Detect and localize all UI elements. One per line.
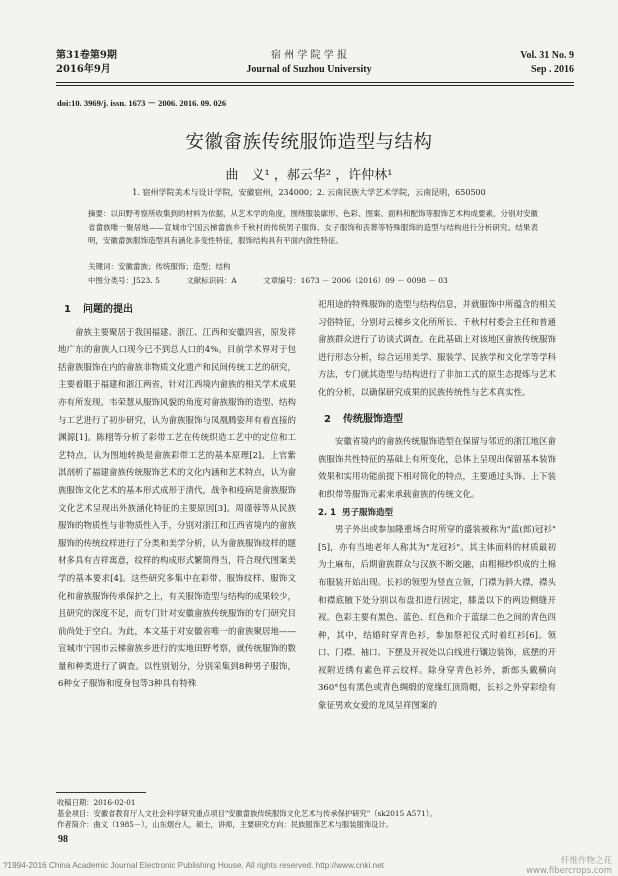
doi: doi:10. 3969/j. issn. 1673 － 2006. 2016. 09. 026: [57, 98, 227, 108]
section-number: 1: [64, 304, 71, 315]
article-title: 安徽畲族传统服饰造型与结构: [185, 132, 433, 153]
section-2-paragraph: 安徽省境内的畲族传统服饰造型在保留与邻近的浙江地区畲族服饰共性特征的基础上有所变化，总体上呈现出保留基本装饰效果和实用功能前提下相对简化的特点，主要通过头饰、上下装和织带等服饰元素来承载畲族的传统文化。: [318, 437, 557, 500]
date-cn: 2016年9月: [56, 64, 111, 75]
keywords: 关键词：安徽畲族；传统服饰；造型；结构: [88, 262, 231, 271]
section-title: 问题的提出: [82, 304, 133, 315]
journal-name-en: Journal of Suzhou University: [246, 64, 372, 75]
watermark-text: 纤维作物之花 www.fibercrops.com: [526, 856, 612, 876]
section-1-paragraph: 畲族主要聚居于我国福建、浙江、江西和安徽四省，原发祥地广东的畲族人口现今已不到总人口的4%。目前学术界对于包括畲族服饰在内的畲族非物质文化遗产和民间传统工艺的研究，主要着眼于福建和浙江两省，针对江西境内畲族的相关学术成果亦有所发现。韦荣慧从服饰风貌的角度对畲族服饰的造型、结构与工艺进行了初步研究，认为畲族服饰与凤凰腾姿拜有着直接的渊源[1]。陈栩等分析了彩带工艺在传统织造工艺中的定位和工艺特点，认为图地转换是畲族彩带工艺的基本原理[2]。上官紫淇剖析了福建畲族传统服饰艺术的文化内涵和艺术特点，认为畲族服饰文化艺术的基本形式成形于清代，战争和疫病是畲族服饰文化艺术呈现出外族涵化特征的主要原因[3]。周谨蓉等从民族服饰的物质性与非物质性入手，分别对浙江和江西省境内的畲族服饰的传统纹样进行了分类和美学分析，认为畲族服饰纹样的题材多具有吉祥寓意，纹样的构成形式繁简得当，符合现代图案美学的基本要求[4]。这些研究多集中在彩带、服饰纹样、服饰文化和畲族服饰传承保护之上，有关服饰造型与结构的成果较少，且研究的深度不足，而专门针对安徽畲族传统服饰的专门研究目前尚处于空白。为此，本文基于对安徽省唯一的畲族聚居地——宣城市宁国市云梯畲族乡进行的实地田野考察，就传统服饰的数量和种类进行了调查。以性别划分，分别采集到8种男子服饰，6种女子服饰和度身包等3种具有特殊: [58, 327, 297, 690]
header-volume-en: [520, 49, 574, 77]
document-code: 文献标识码：A: [186, 276, 237, 285]
article-number: 文章编号：1673 － 2006（2016）09 － 0098 － 03: [263, 276, 448, 285]
footnote: [57, 797, 557, 830]
volume-issue-en: Vol. 31 No. 9: [520, 50, 574, 61]
author-affiliations: 1. 宿州学院美术与设计学院，安徽宿州，234000；2. 云南民族大学艺术学院，云南昆明，650500: [132, 188, 486, 197]
subsection-2-1-heading: [318, 505, 556, 523]
received-date: 收稿日期：2016-02-01: [57, 798, 136, 807]
header-journal-name: [200, 49, 418, 77]
left-column: [58, 297, 296, 694]
subsection-title: 男子服饰造型: [341, 507, 393, 518]
fund-info: 基金项目：安徽省教育厅人文社会科学研究重点项目"安徽畲族传统服饰文化艺术与传承保护研究"（sk2015 A571）。: [57, 809, 437, 818]
continued-paragraph: 祀用途的特殊服饰的造型与结构信息，并就服饰中所蕴含的相关习俗特征，分别对云梯乡文化所所长、千秋村村委会主任和普通畲族群众进行了访谈式调查。在此基础上对该地区畲族传统服饰进行形态分析，综合运用美学、服装学、民族学和文化学等学科方法，专门就其造型与结构进行了非加工式的原生态提炼与艺术化的分析，以确保研究成果的民族传统性与艺术真实性。: [318, 300, 557, 398]
section-number: 2: [324, 413, 331, 425]
subsection-2-1-paragraph: 男子外出或参加隆重场合时所穿的盛装被称为"蓝(郎)冠衫"[5]，亦有当地老年人称其为"龙冠衫"。其主体面料的材质最初为土麻布，后期畲族群众与汉族不断交融，由粗棉纱织成的土棉布服装开始出现。长衫的领型为竖直立领，门襟为斜大襟，襟头和襟底腋下处分别以布盘扣进行固定，膝盖以下的两边侧缝开衩。色彩主要有黑色、蓝色、红色和介于蓝绿二色之间的青色四种，其中，结婚时穿青色衫，参加祭祀仪式时着红衫[6]。领口、门襟、袖口、下摆及开衩处以白线进行镶边装饰，底摆的开衩附近绣有素色祥云纹样。除身穿青色衫外，新郎头戴横向360°包有黑色或青色绸缎的宽缘红顶筒帽，长衫之外穿彩绘有象征男欢女爱的龙凤呈祥图案的: [318, 525, 557, 712]
section-1-heading: [64, 301, 296, 319]
header-volume-cn: [56, 49, 117, 77]
article-authors: 曲 义¹ ，郝云华² ，许仲林¹: [225, 168, 393, 183]
subsection-number: 2. 1: [318, 507, 337, 518]
date-en: Sep . 2016: [530, 64, 574, 75]
header-rule: [56, 82, 574, 83]
classification-line: [88, 275, 472, 287]
copyright-notice: ?1994-2016 China Academic Journal Electronic Publishing House. All rights reserved. http://www.cnki.net: [3, 861, 384, 870]
right-column: [318, 297, 556, 716]
footnote-rule: [56, 792, 146, 793]
header-rule-double: [56, 85, 574, 86]
section-title: 传统服饰造型: [342, 413, 403, 425]
journal-name-cn: 宿 州 学 院 学 报: [271, 50, 347, 61]
abstract: 摘要：以田野考察所收集到的材料为依据，从艺术学的角度，围绕服装廓形、色彩、图案、面料和配饰等服饰艺术构成要素，分别对安徽省畲族唯一聚居地——宣城市宁国云梯畲族乡千秋村的传统男子服饰、女子服饰和丧葬等特殊服饰的造型与结构进行分析研究。结果表明，安徽畲族服饰造型具有涵化多变性特征，服饰结构具有平面内敛性特征。: [88, 209, 538, 245]
section-2-heading: [324, 411, 556, 429]
volume-issue-cn: 第31卷第9期: [56, 50, 117, 61]
clc-number: 中图分类号：J523. 5: [88, 276, 160, 285]
page-number: 98: [58, 834, 68, 845]
author-bio: 作者简介：曲义（1985－），山东烟台人，硕士，讲师，主要研究方向：民族服饰艺术与服装服饰设计。: [57, 820, 393, 829]
watermark-logo: [526, 856, 612, 876]
